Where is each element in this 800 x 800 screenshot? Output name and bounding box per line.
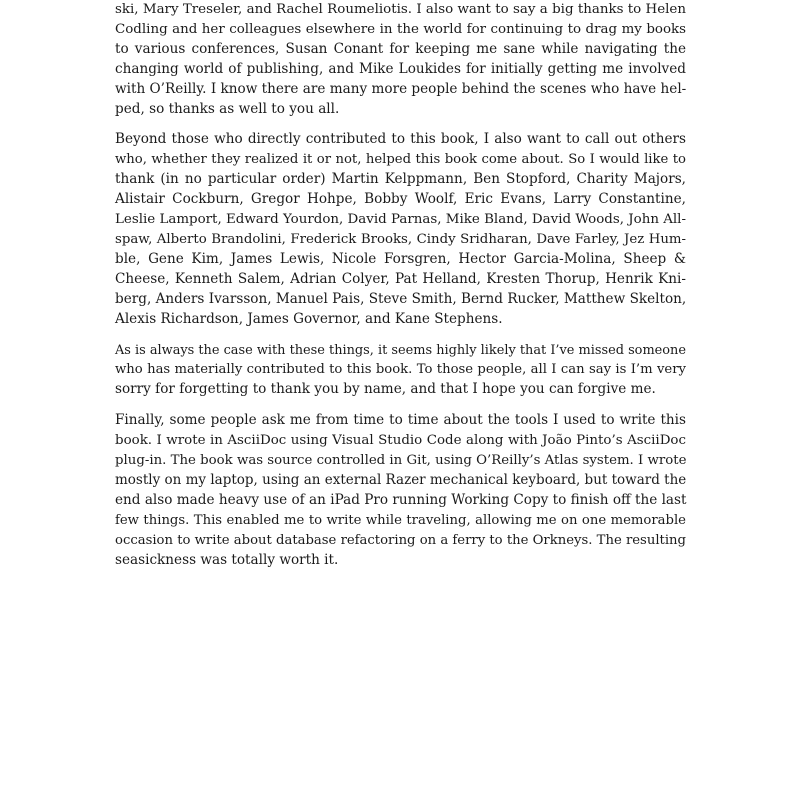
text-line: to various conferences, Susan Conant for keeping me sane while navigating the: [115, 40, 686, 57]
text-line: Cheese, Kenneth Salem, Adrian Colyer, Pat Helland, Kresten Thorup, Henrik Kni-: [115, 270, 686, 287]
body-text: [115, 0, 686, 581]
text-line: book. I wrote in AsciiDoc using Visual Studio Code along with João Pinto’s AsciiDoc: [115, 433, 686, 449]
paragraph-thanks-others: [115, 130, 686, 329]
text-line: ski, Mary Treseler, and Rachel Roumeliotis. I also want to say a big thanks to Helen: [115, 2, 686, 17]
text-line: spaw, Alberto Brandolini, Frederick Brooks, Cindy Sridharan, Dave Farley, Jez Hum-: [115, 231, 686, 247]
paragraph-tools: [115, 411, 686, 570]
text-line: with O’Reilly. I know there are many more people behind the scenes who have hel-: [115, 80, 687, 97]
text-line: sorry for forgetting to thank you by name, and that I hope you can forgive me.: [115, 381, 656, 398]
text-line: Beyond those who directly contributed to this book, I also want to call out others: [115, 131, 686, 148]
text-line: end also made heavy use of an iPad Pro running Working Copy to finish off the last: [115, 491, 687, 508]
text-line: occasion to write about database refactoring on a ferry to the Orkneys. The resulting: [115, 532, 686, 548]
text-line: Alistair Cockburn, Gregor Hohpe, Bobby Woolf, Eric Evans, Larry Constantine,: [115, 191, 686, 208]
text-line: seasickness was totally worth it.: [115, 551, 339, 568]
text-line: who, whether they realized it or not, helped this book come about. So I would like to: [115, 152, 686, 168]
text-line: Codling and her colleagues elsewhere in the world for continuing to drag my books: [115, 21, 686, 37]
text-line: ped, so thanks as well to you all.: [115, 100, 340, 117]
text-line: Leslie Lamport, Edward Yourdon, David Parnas, Mike Bland, David Woods, John All-: [115, 212, 686, 228]
text-line: mostly on my laptop, using an external Razer mechanical keyboard, but toward the: [115, 471, 687, 488]
text-line: thank (in no particular order) Martin Kelppmann, Ben Stopford, Charity Majors,: [115, 171, 686, 188]
paragraph-apology: [115, 341, 686, 401]
text-line: Finally, some people ask me from time to time about the tools I used to write this: [115, 412, 686, 429]
text-line: few things. This enabled me to write while traveling, allowing me on one memorable: [115, 512, 686, 528]
text-line: who has materially contributed to this book. To those people, all I can say is I’m very: [115, 362, 686, 378]
paragraph-thanks-publishing: [115, 0, 686, 119]
text-line: ble, Gene Kim, James Lewis, Nicole Forsgren, Hector Garcia-Molina, Sheep &: [115, 250, 686, 267]
text-line: plug-in. The book was source controlled in Git, using O’Reilly’s Atlas system. I wrote: [115, 453, 687, 469]
text-line: As is always the case with these things, it seems highly likely that I’ve missed someone: [115, 342, 686, 358]
text-line: berg, Anders Ivarsson, Manuel Pais, Steve Smith, Bernd Rucker, Matthew Skelton,: [115, 290, 687, 307]
text-line: changing world of publishing, and Mike Loukides for initially getting me involved: [115, 60, 686, 77]
text-line: Alexis Richardson, James Governor, and Kane Stephens.: [115, 310, 503, 327]
